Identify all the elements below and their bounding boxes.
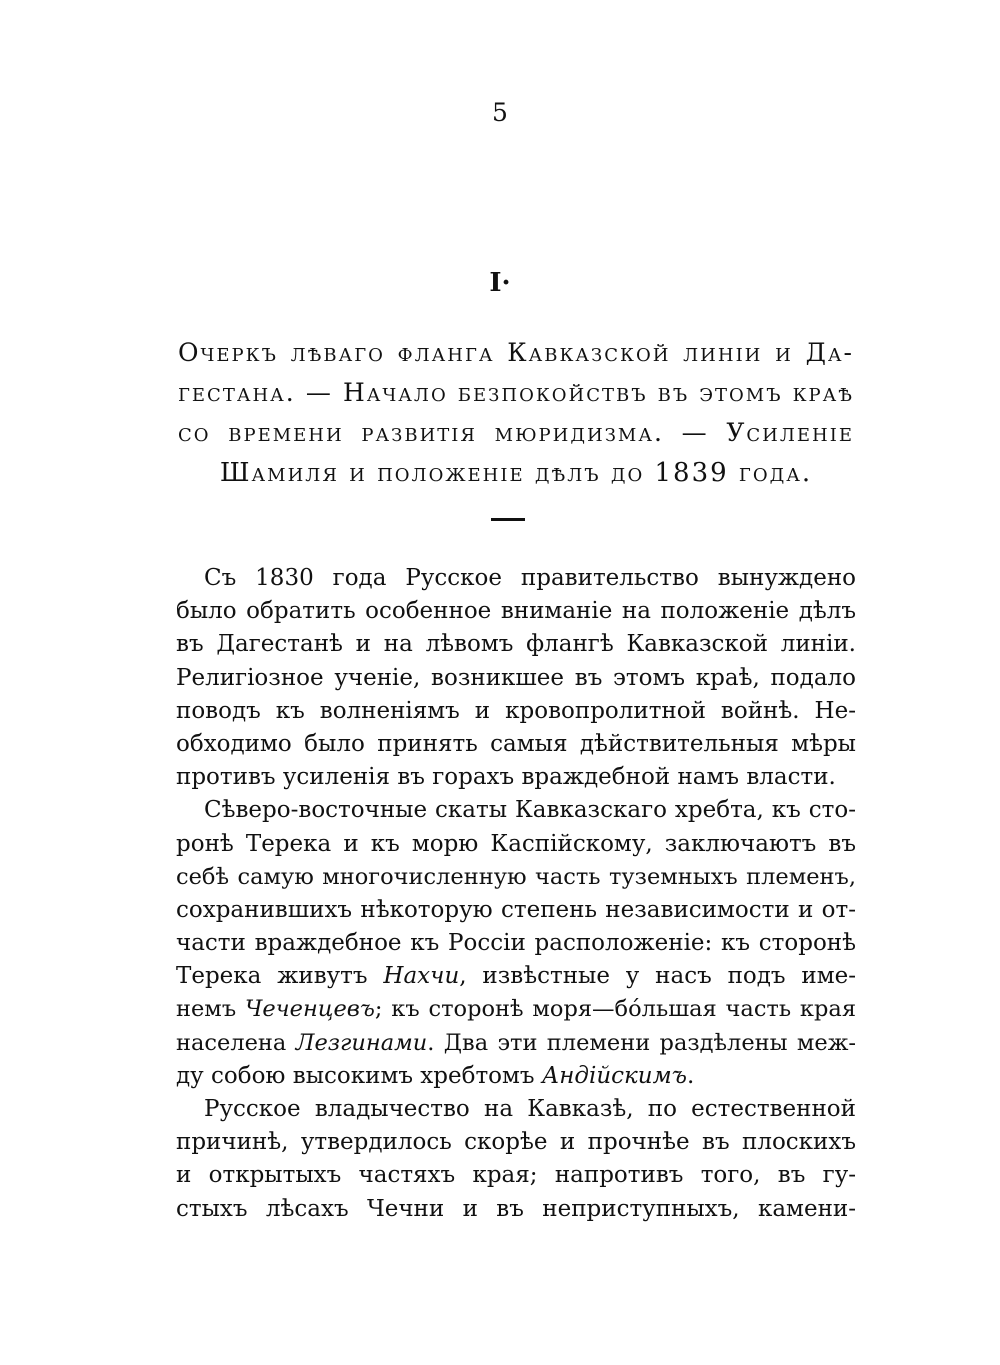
text-line: причинѣ, утвердилось скорѣе и прочнѣе въ плоскихъ [176, 1129, 856, 1156]
section-divider [491, 518, 525, 521]
text-line: и открытыхъ частяхъ края; напротивъ того, въ гу- [176, 1162, 856, 1189]
text-line: ронѣ Терека и къ морю Каспійскому, заключаютъ въ [176, 830, 856, 857]
text-line: сохранившихъ нѣкоторую степень независимости и от- [176, 896, 856, 923]
text-line: немъ Чеченцевъ; къ сторонѣ моря—бóльшая часть края [176, 996, 856, 1023]
text-line: Съ 1830 года Русское правительство вынуждено [204, 565, 856, 591]
heading-line: гестана. — Начало безпокойствъ въ этомъ краѣ [178, 378, 854, 407]
text-line: Религіозное ученіе, возникшее въ этомъ краѣ, подало [176, 664, 856, 691]
italic-term: Андійскимъ [541, 1062, 687, 1089]
text-line: населена Лезгинами. Два эти племени раздѣлены меж- [176, 1029, 856, 1056]
text-line: Русское владычество на Кавказѣ, по естественной [204, 1096, 856, 1122]
body-text [176, 562, 856, 1226]
text-line: части враждебное къ Россіи расположеніе: къ сторонѣ [176, 930, 856, 957]
italic-term: Лезгинами [295, 1029, 428, 1056]
text-line: себѣ самую многочисленную часть туземныхъ племенъ, [176, 863, 856, 890]
page-number: 5 [492, 98, 508, 127]
italic-term: Нахчи [383, 963, 460, 990]
text-line: Терека живутъ Нахчи, извѣстные у насъ подъ име- [176, 963, 856, 990]
italic-term: Чеченцевъ [244, 996, 375, 1023]
heading-line: со времени развитія мюридизма. — Усиленіе [178, 418, 854, 447]
heading-line: Очеркъ лѣваго фланга Кавказской линіи и Да- [178, 338, 854, 367]
text-line: противъ усиленія въ горахъ враждебной намъ власти. [176, 764, 836, 791]
text-line: было обратить особенное вниманіе на положеніе дѣлъ [176, 598, 856, 625]
chapter-heading [178, 333, 854, 493]
chapter-numeral: I· [489, 268, 511, 298]
text-line: стыхъ лѣсахъ Чечни и въ неприступныхъ, камени- [176, 1195, 856, 1222]
heading-line: Шамиля и положеніе дѣлъ до 1839 года. [219, 458, 813, 488]
text-line: Сѣверо-восточные скаты Кавказскаго хребта, къ сто- [204, 797, 856, 824]
text-line: ду собою высокимъ хребтомъ Андійскимъ. [176, 1062, 695, 1089]
text-line: поводъ къ волненіямъ и кровопролитной войнѣ. Не- [176, 697, 856, 724]
text-line: обходимо было принять самыя дѣйствительныя мѣры [176, 730, 856, 757]
text-line: въ Дагестанѣ и на лѣвомъ флангѣ Кавказской линіи. [176, 631, 856, 658]
